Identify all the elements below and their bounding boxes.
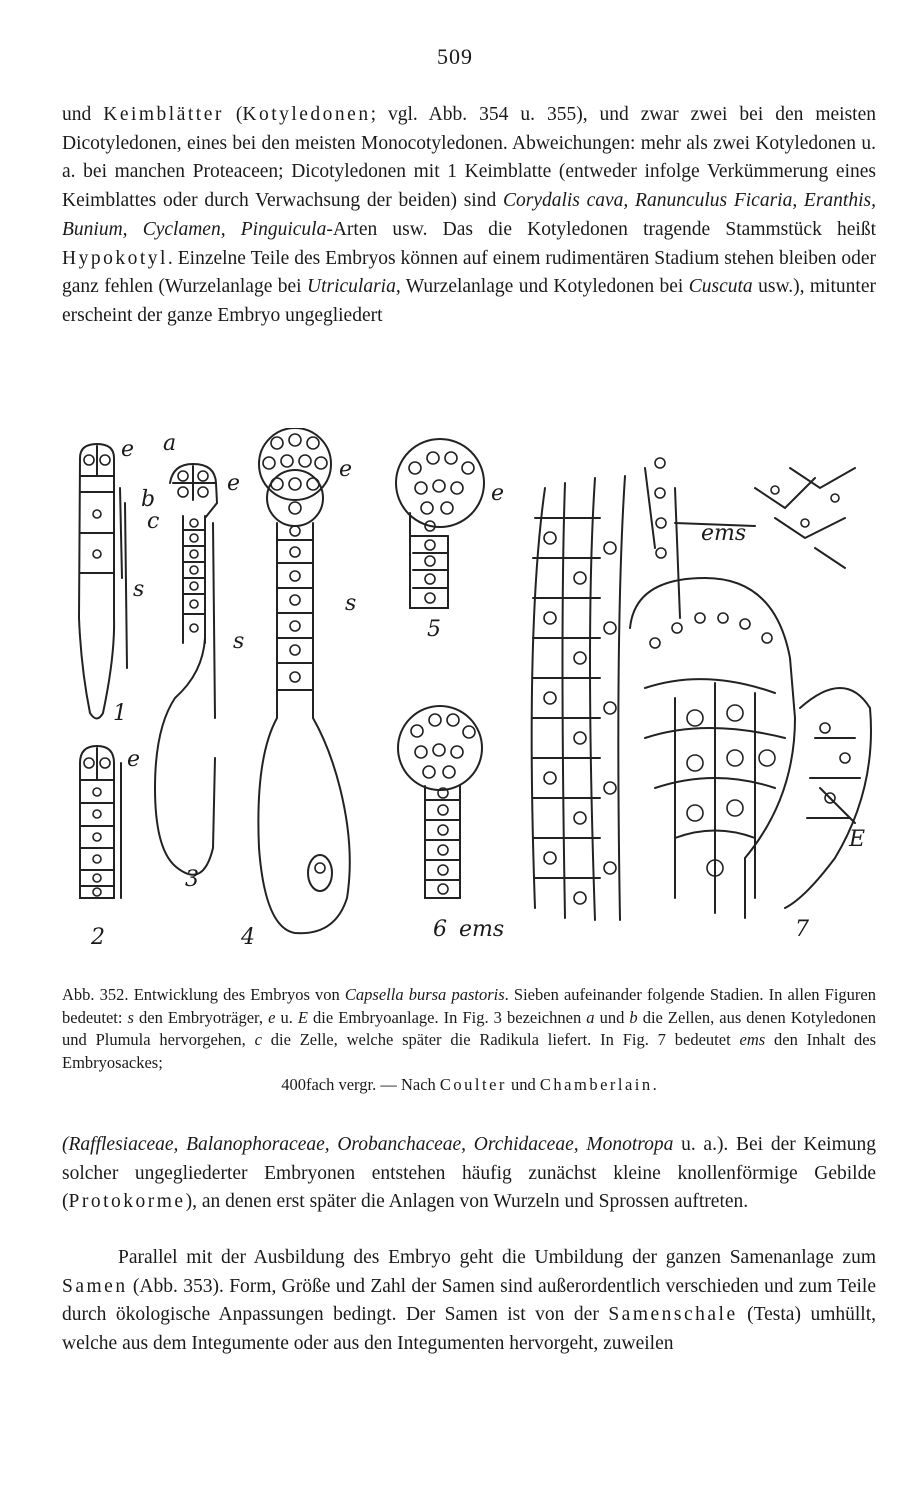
caption-italic: a [586, 1007, 595, 1027]
italic-taxon: Utricularia [307, 276, 396, 298]
caption-text: Abb. 352. Entwicklung des Embryos von [62, 985, 345, 1004]
caption-text: und [506, 1075, 540, 1094]
label-s-fig1: s [133, 577, 145, 602]
label-e-fig4: e [339, 457, 353, 482]
caption-text: die Zellen, aus denen Kotyledonen und Plumula hervorgehen, [62, 1007, 876, 1049]
caption-italic: Capsella bursa pastoris [344, 985, 505, 1004]
text-run: usw.), mitunter erscheint der ganze Embryo ungegliedert [62, 276, 876, 326]
page-number [0, 44, 910, 70]
text-run: (Testa) umhüllt, welche aus dem Integumente oder aus den Integumenten hervorgeht, zuweilen [62, 1304, 876, 1355]
caption-italic: s [127, 1007, 134, 1027]
label-e-fig5: e [491, 481, 505, 506]
caption-italic: b [629, 1007, 638, 1027]
italic-taxa: Corydalis cava, Ranunculus Ficaria, Eranthis, Bunium, Cyclamen, Pinguicula [62, 190, 876, 240]
caption-text: die Zelle, welche später die Radikula liefert. In Fig. 7 bedeutet [261, 1030, 740, 1049]
text-run: ( [223, 104, 243, 125]
label-fig5: 5 [427, 617, 441, 642]
figure-caption [62, 984, 876, 1097]
caption-text: . Sieben aufeinander folgende Stadien. In allen Figuren bedeutet: [62, 985, 876, 1027]
label-e-fig2: e [127, 747, 141, 772]
italic-taxa: (Rafflesiaceae, Balanophoraceae, Orobanchaceae, Orchidaceae, Monotropa [62, 1134, 674, 1155]
figure-labels [90, 431, 865, 950]
label-s-fig3: s [233, 629, 245, 654]
caption-author: Chamberlain [539, 1075, 653, 1094]
label-fig6: 6 [433, 917, 447, 942]
page-number-value: 509 [437, 44, 473, 69]
label-e-fig3: e [227, 471, 241, 496]
paragraph-protokorme [62, 1131, 876, 1217]
text-run: (Abb. 353). Form, Größe und Zahl der Samen sind außerordentlich verschieden und zum Teile durch ökologische Anpassungen bedingt. Der Samen ist von der [62, 1275, 876, 1326]
label-fig1: 1 [113, 701, 127, 726]
caption-italic: c [254, 1030, 262, 1049]
label-c-fig3: c [147, 509, 160, 534]
italic-taxon: Cuscuta [688, 276, 753, 298]
caption-italic: e [268, 1007, 276, 1027]
spaced-term: Samen [62, 1275, 128, 1297]
figure-drawing [55, 428, 885, 963]
caption-text: den Inhalt des Embryosackes; [62, 1030, 876, 1072]
text-run: ), an denen erst später die Anlagen von Wurzeln und Sprossen auftreten. [185, 1191, 749, 1213]
caption-text: den Embryoträger, [133, 1007, 269, 1027]
label-a-fig3: a [163, 431, 177, 456]
caption-text: . [652, 1075, 657, 1094]
text-run: , Wurzelanlage und Kotyledonen bei [395, 276, 689, 298]
text-run: -Arten usw. Das die Kotyledonen tragende Stammstück heißt [326, 218, 876, 240]
text-run: . Einzelne Teile des Embryos können auf einem rudimentären Stadium stehen bleiben oder ganz fehlen (Wurzelanlage bei [62, 247, 876, 298]
label-fig2: 2 [91, 925, 105, 950]
label-fig7: 7 [795, 917, 809, 942]
text-run: u. a.). Bei der Keimung solcher ungegliederter Embryonen entstehen häufig zunächst kleine knollenförmige Gebilde ( [62, 1134, 877, 1213]
label-fig4: 4 [241, 925, 255, 950]
caption-last-line [62, 1074, 876, 1097]
caption-italic: ems [739, 1030, 766, 1049]
spaced-term: Keimblätter [103, 104, 224, 125]
label-E-fig7: E [849, 827, 866, 852]
label-ems-top: ems [701, 521, 747, 546]
caption-text: die Embryoanlage. In Fig. 3 bezeichnen [308, 1007, 587, 1027]
caption-text: und [594, 1007, 630, 1027]
text-run: Parallel mit der Ausbildung des Embryo geht die Umbildung der ganzen Samenanlage zum [118, 1247, 876, 1268]
caption-italic: E [297, 1007, 308, 1027]
label-s-fig4: s [345, 591, 357, 616]
paragraph-samen [62, 1244, 876, 1359]
text-run: und [62, 104, 104, 125]
label-ems-bottom: ems [459, 917, 505, 942]
spaced-term: Protokorme [68, 1191, 186, 1213]
caption-author: Coulter [439, 1075, 507, 1094]
cell-nuclei [84, 434, 850, 904]
spaced-term: Samenschale [608, 1304, 738, 1326]
spaced-term: Kotyledonen [242, 104, 371, 125]
text-run: ; vgl. Abb. 354 u. 355), und zwar zwei bei den meisten Dicotyledonen, eines bei den meisten Monocotyledonen. Abweichungen: mehr als zwei Kotyledonen u. a. bei manchen Proteaceen; Dicotyledonen mit 1 Keimblatte (entweder infolge Verkümmerung eines Keimblattes oder durch Verwachsung der beiden) sind [62, 104, 877, 212]
spaced-term: Hypokotyl [62, 247, 168, 269]
label-e-fig1: e [121, 437, 135, 462]
embryo-development-figure [55, 428, 885, 963]
label-fig3: 3 [185, 867, 199, 892]
label-b-fig3: b [141, 487, 156, 512]
caption-text: 400fach vergr. — Nach [281, 1075, 440, 1094]
caption-text: u. [275, 1007, 298, 1027]
paragraph-keimblaetter [62, 101, 876, 331]
